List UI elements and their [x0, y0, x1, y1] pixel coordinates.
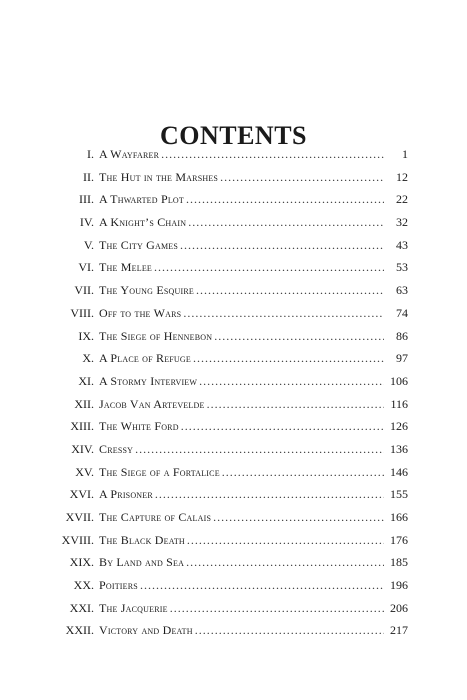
page-number: 185	[390, 555, 408, 570]
page-number: 136	[390, 441, 408, 456]
toc-entry-line	[99, 487, 408, 502]
chapter-title: The White Ford	[99, 419, 179, 434]
toc-entry-line	[99, 510, 408, 525]
chapter-title: The City Games	[99, 237, 179, 252]
toc-entry-line	[99, 555, 408, 570]
page-number: 53	[396, 260, 408, 275]
page-number: 43	[396, 237, 408, 252]
dot-leader	[188, 215, 384, 230]
page-number: 12	[396, 169, 408, 184]
toc-entry[interactable]	[0, 283, 467, 306]
dot-leader	[207, 397, 384, 412]
chapter-number: XIX.	[69, 555, 94, 570]
chapter-title: A Stormy Interview	[99, 373, 198, 388]
dot-leader	[220, 170, 384, 185]
chapter-title: The Young Esquire	[99, 283, 194, 298]
toc-entry[interactable]	[0, 442, 467, 465]
dot-leader	[183, 306, 384, 321]
page-number: 146	[390, 464, 408, 479]
toc-entry[interactable]	[0, 533, 467, 556]
toc-entry[interactable]	[0, 623, 467, 646]
page-number: 217	[390, 623, 408, 638]
page-number: 106	[390, 373, 408, 388]
toc-entry[interactable]	[0, 397, 467, 420]
chapter-number: I.	[87, 147, 94, 161]
chapter-title: Off to the Wars	[99, 305, 182, 320]
chapter-number: XX.	[73, 578, 94, 593]
chapter-number: XVIII.	[61, 532, 94, 547]
chapter-number: XXI.	[69, 600, 94, 615]
toc-entry[interactable]	[0, 147, 467, 170]
dot-leader	[155, 487, 384, 502]
chapter-title: A Prisoner	[99, 487, 153, 502]
page-title: CONTENTS	[159, 121, 308, 151]
toc-entry-line	[99, 306, 408, 321]
chapter-number: XII.	[74, 396, 94, 411]
toc-entry-line	[99, 170, 408, 185]
chapter-number: XVI.	[69, 487, 94, 502]
page-number: 206	[390, 600, 408, 615]
chapter-title: A Wayfarer	[99, 147, 160, 161]
chapter-number: XIV.	[71, 441, 94, 456]
toc-entry[interactable]	[0, 306, 467, 329]
chapter-number: V.	[83, 237, 94, 252]
dot-leader	[181, 419, 384, 434]
dot-leader	[186, 555, 384, 570]
toc-entry-line	[99, 215, 408, 230]
dot-leader	[154, 260, 384, 275]
chapter-title: The Hut in the Marshes	[99, 169, 219, 184]
chapter-title: The Capture of Calais	[99, 510, 212, 524]
toc-entry[interactable]	[0, 601, 467, 624]
dot-leader	[161, 147, 384, 162]
toc-entry[interactable]	[0, 329, 467, 352]
dot-leader	[193, 351, 384, 366]
toc-entry-line	[99, 238, 408, 253]
page-number: 74	[396, 305, 408, 320]
toc-entry-line	[99, 374, 408, 389]
chapter-title: A Thwarted Plot	[99, 192, 184, 207]
page-number: 126	[390, 419, 408, 434]
dot-leader	[213, 510, 384, 525]
chapter-number: IX.	[78, 328, 94, 343]
chapter-title: The Black Death	[99, 532, 185, 547]
chapter-number: XIII.	[70, 419, 94, 434]
chapter-number: III.	[79, 192, 94, 207]
page-number: 86	[396, 328, 408, 343]
dot-leader	[135, 442, 384, 457]
toc-entry-line	[99, 623, 408, 638]
chapter-number: VIII.	[70, 305, 94, 320]
dot-leader	[222, 465, 384, 480]
chapter-title: By Land and Sea	[99, 555, 185, 570]
chapter-title: A Knight’s Chain	[99, 215, 187, 230]
toc-entry-line	[99, 329, 408, 344]
dot-leader	[195, 623, 384, 638]
table-of-contents	[0, 147, 467, 646]
toc-entry[interactable]	[0, 374, 467, 397]
toc-entry[interactable]	[0, 192, 467, 215]
toc-entry-line	[99, 192, 408, 207]
chapter-title: Poitiers	[99, 578, 138, 593]
chapter-number: II.	[83, 169, 94, 184]
toc-entry[interactable]	[0, 215, 467, 238]
dot-leader	[186, 192, 384, 207]
chapter-number: XI.	[78, 373, 94, 388]
toc-entry-line	[99, 442, 408, 457]
chapter-title: The Siege of Hennebon	[99, 328, 213, 343]
toc-entry[interactable]	[0, 465, 467, 488]
toc-entry[interactable]	[0, 555, 467, 578]
chapter-title: Jacob Van Artevelde	[99, 396, 205, 411]
toc-entry-line	[99, 397, 408, 412]
toc-entry-line	[99, 419, 408, 434]
page-number: 22	[396, 192, 408, 207]
toc-entry[interactable]	[0, 487, 467, 510]
dot-leader	[180, 238, 384, 253]
page-number: 63	[396, 283, 408, 298]
page-number: 1	[402, 147, 408, 161]
page-number: 176	[390, 532, 408, 547]
chapter-title: Victory and Death	[99, 623, 193, 638]
chapter-number: VI.	[78, 260, 94, 275]
page-number: 166	[390, 510, 408, 524]
chapter-number: XXII.	[65, 623, 94, 638]
page-number: 32	[396, 215, 408, 230]
toc-entry-line	[99, 351, 408, 366]
chapter-title: The Siege of a Fortalice	[99, 464, 220, 479]
chapter-number: IV.	[79, 215, 94, 230]
chapter-number: VII.	[74, 283, 94, 298]
dot-leader	[170, 601, 384, 616]
toc-entry[interactable]	[0, 419, 467, 442]
chapter-title: A Place of Refuge	[99, 351, 191, 366]
chapter-number: XV.	[75, 464, 94, 479]
toc-entry[interactable]	[0, 510, 467, 533]
chapter-title: The Jacquerie	[99, 600, 168, 615]
chapter-title: The Melee	[99, 260, 153, 275]
toc-entry[interactable]	[0, 260, 467, 283]
chapter-number: XVII.	[65, 510, 94, 524]
dot-leader	[140, 578, 384, 593]
dot-leader	[196, 283, 384, 298]
toc-entry-line	[99, 260, 408, 275]
chapter-title: Cressy	[99, 441, 134, 456]
toc-entry[interactable]	[0, 578, 467, 601]
page-number: 97	[396, 351, 408, 366]
toc-entry-line	[99, 465, 408, 480]
dot-leader	[199, 374, 384, 389]
toc-entry-line	[99, 147, 408, 162]
dot-leader	[214, 329, 384, 344]
page-number: 196	[390, 578, 408, 593]
chapter-number: X.	[82, 351, 94, 366]
toc-entry-line	[99, 601, 408, 616]
toc-entry[interactable]	[0, 351, 467, 374]
dot-leader	[187, 533, 384, 548]
toc-entry[interactable]	[0, 170, 467, 193]
page-number: 155	[390, 487, 408, 502]
page-number: 116	[390, 396, 408, 411]
toc-entry[interactable]	[0, 238, 467, 261]
toc-entry-line	[99, 283, 408, 298]
toc-entry-line	[99, 578, 408, 593]
toc-entry-line	[99, 533, 408, 548]
